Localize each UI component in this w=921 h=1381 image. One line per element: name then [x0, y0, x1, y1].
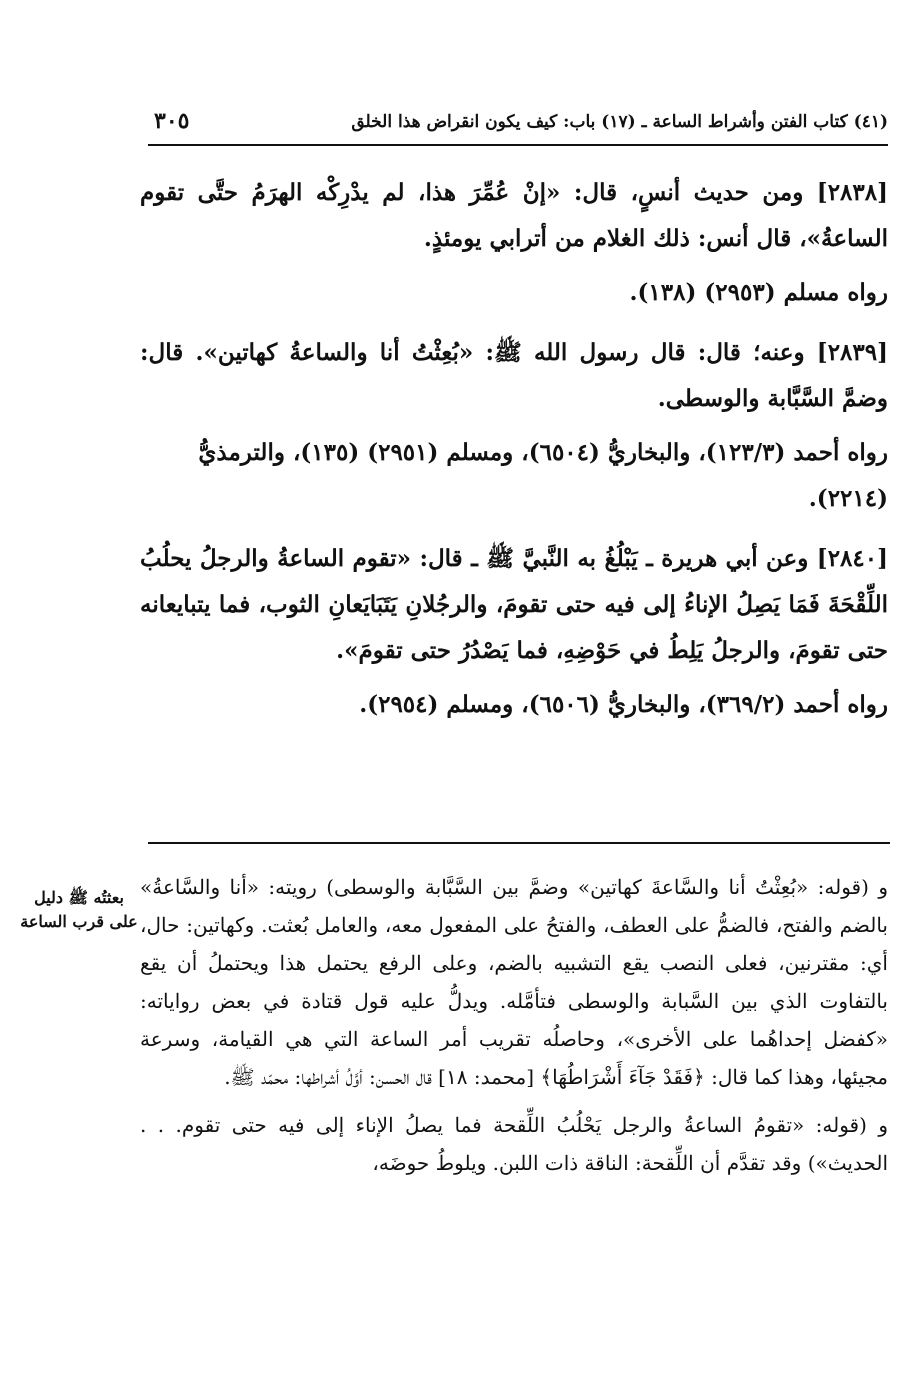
commentary-section: [140, 868, 888, 1192]
hadith-section: [140, 170, 888, 742]
margin-note: بعثتُه ﷺ دليل على قرب الساعة: [20, 888, 138, 931]
hadith-2838-source: رواه مسلم (٢٩٥٣) (١٣٨).: [629, 279, 888, 306]
commentary-paragraph: و (قوله: «بُعِثْتُ أنا والسَّاعةَ كهاتين» وضمَّ بين السَّبَّابة والوسطى) رويته: «أنا والسَّاعةُ» بالضم والفتح، فالضمُّ على العطف، والفتحُ على المفعول معه، والعامل بُعثت. وكهاتين: حال، أي: مقترنين، فعلى النصب يقع التشبيه بالضم، وعلى الرفع يحتمل هذا ويحتملُ أن يقع بالتفاوت الذي بين السَّبابة والوسطى فتأمَّله. ويدلُّ عليه قول قتادة في بعض رواياته: «كفضل إحداهُما على الأخرى»، وحاصلُه تقريب أمر الساعة التي هي القيامة، وسرعة مجيئها، وهذا كما قال: ﴿فَقَدْ جَآءَ أَشْرَاطُهَا﴾ [محمد: ١٨] قال الحسن: أوَّلُ أشراطها: محمّد ﷺ.: [140, 875, 888, 1089]
hadith-2839-source: رواه أحمد (١٢٣/٣)، والبخاريُّ (٦٥٠٤)، ومسلم (٢٩٥١) (١٣٥)، والترمذيُّ (٢٢١٤).: [198, 439, 888, 512]
hadith-2840-source: رواه أحمد (٣٦٩/٢)، والبخاريُّ (٦٥٠٦)، ومسلم (٢٩٥٤).: [359, 691, 888, 718]
hadith-2840: [٢٨٤٠] وعن أبي هريرة ـ يَبْلُغُ به النَّبيَّ ﷺ ـ قال: «تقوم الساعةُ والرجلُ يحلُبُ اللِّقْحَةَ فَمَا يَصِلُ الإناءُ إلى فيه حتى تقومَ، والرجُلانِ يَتَبَايَعانِ الثوب، فما يتبايعانه حتى تقومَ، والرجلُ يَلِطُ في حَوْضِهِ، فما يَصْدُرُ حتى تقومَ».: [140, 545, 888, 664]
commentary-paragraph: و (قوله: «تقومُ الساعةُ والرجل يَحْلُبُ اللِّقحة فما يصلُ الإناء إلى فيه حتى تقوم. . . الحديث») وقد تقدَّم أن اللِّقحة: الناقة ذات اللبن. ويلوطُ حوضَه،: [140, 1113, 888, 1175]
hadith-2838: [٢٨٣٨] ومن حديث أنسٍ، قال: «إنْ عُمِّرَ هذا، لم يدْرِكْه الهرَمُ حتَّى تقوم الساعةُ»، قال أنس: ذلك الغلام من أترابي يومئذٍ.: [140, 179, 888, 252]
section-divider: [148, 842, 890, 844]
page-number: ٣٠٥: [154, 108, 190, 134]
running-title: (٤١) كتاب الفتن وأشراط الساعة ـ (١٧) باب: كيف يكون انقراض هذا الخلق: [351, 112, 888, 132]
hadith-2839: [٢٨٣٩] وعنه؛ قال: قال رسول الله ﷺ: «بُعِثْتُ أنا والساعةُ كهاتين». قال: وضمَّ السَّبَّابة والوسطى.: [140, 339, 888, 412]
page-header: [148, 100, 888, 146]
